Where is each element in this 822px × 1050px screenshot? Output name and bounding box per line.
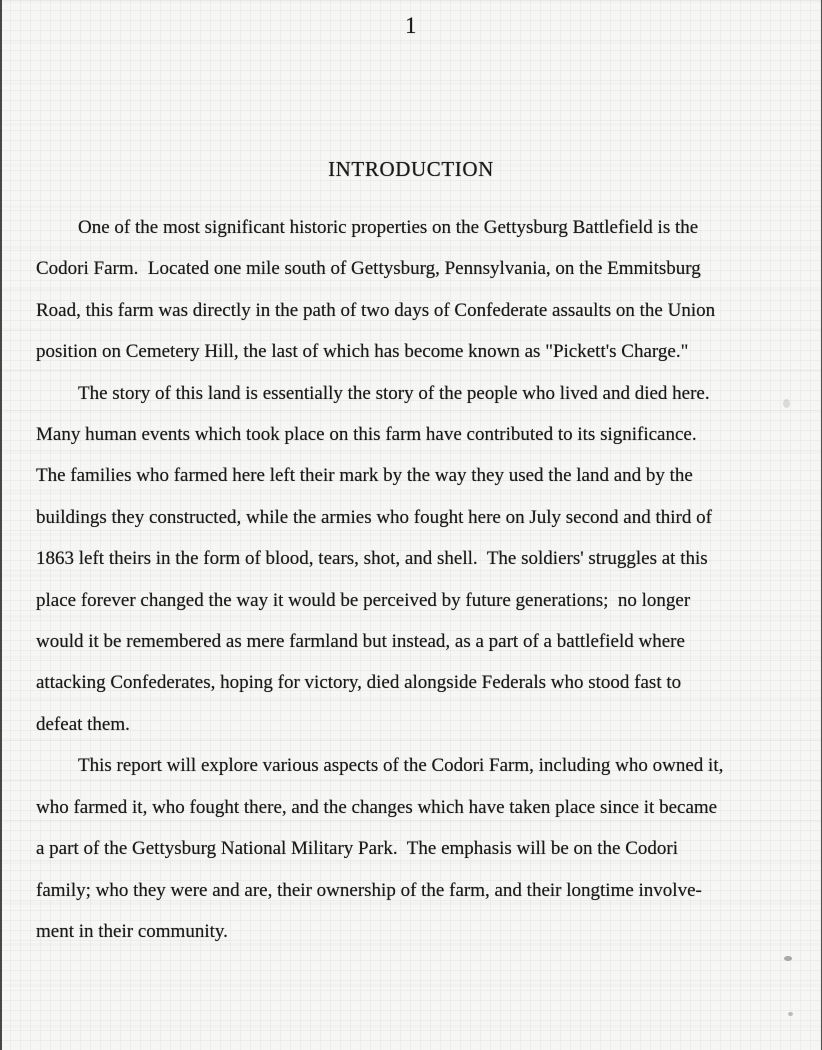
text-line: One of the most significant historic properties on the Gettysburg Battlefield is the <box>78 217 699 238</box>
text-line: would it be remembered as mere farmland but instead, as a part of a battlefield where <box>36 631 685 653</box>
text-line: 1863 left theirs in the form of blood, tears, shot, and shell. The soldiers' struggles at this <box>36 548 708 570</box>
paragraph <box>36 373 796 746</box>
text-line: Road, this farm was directly in the path of two days of Confederate assaults on the Union <box>36 299 716 321</box>
text-line: The families who farmed here left their mark by the way they used the land and by the <box>36 465 693 487</box>
text-line: position on Cemetery Hill, the last of which has become known as "Pickett's Charge." <box>36 341 689 363</box>
text-line: Many human events which took place on this farm have contributed to its significance. <box>36 424 697 446</box>
text-line: Codori Farm. Located one mile south of Gettysburg, Pennsylvania, on the Emmitsburg <box>36 258 701 280</box>
text-line: place forever changed the way it would be perceived by future generations; no longer <box>36 589 691 611</box>
text-line: who farmed it, who fought there, and the changes which have taken place since it became <box>36 796 718 818</box>
text-line: defeat them. <box>36 713 130 735</box>
paragraph <box>36 207 796 373</box>
scan-speck <box>784 956 792 961</box>
text-line: This report will explore various aspects of the Codori Farm, including who owned it, <box>78 755 724 777</box>
text-line: The story of this land is essentially the story of the people who lived and died here. <box>78 382 710 404</box>
text-line: attacking Confederates, hoping for victory, died alongside Federals who stood fast to <box>36 672 682 694</box>
page-number: 1 <box>405 13 417 38</box>
section-heading: INTRODUCTION <box>328 157 494 181</box>
paragraph <box>36 745 796 952</box>
text-line: ment in their community. <box>36 920 228 942</box>
scan-speck <box>788 1012 793 1016</box>
text-line: a part of the Gettysburg National Military Park. The emphasis will be on the Codori <box>36 838 679 860</box>
text-line: buildings they constructed, while the armies who fought here on July second and third of <box>36 506 712 528</box>
text-line: family; who they were and are, their ownership of the farm, and their longtime involve- <box>36 879 702 901</box>
document-body <box>36 207 796 952</box>
